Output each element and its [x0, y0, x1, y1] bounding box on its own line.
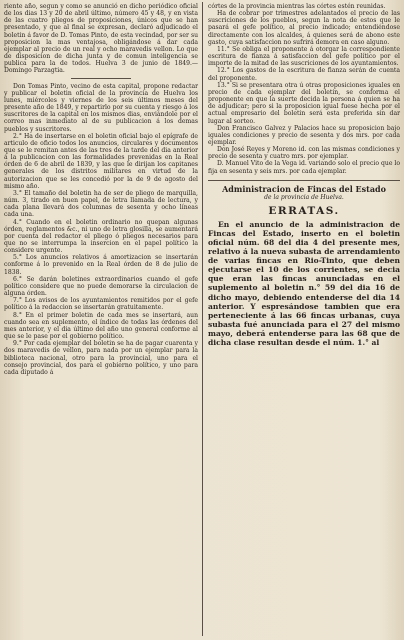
right-column	[208, 3, 400, 347]
right-paragraph-3: 11.° Se obliga el proponente á otorgar la correspondiente escritura de fianza á satisfaccion del gefe político por el importe de la mitad de las suscriciones de los ayuntamientos.	[208, 45, 400, 68]
section-title: Administracion de Fincas del Estado	[222, 183, 386, 194]
divider	[71, 78, 131, 79]
right-paragraph-8: D. Manuel Vito de la Vega id. variando solo el precio que lo fija en sesenta y seis mrs. por cada ejemplar.	[208, 160, 400, 175]
section-divider	[208, 180, 400, 181]
column-rule	[202, 2, 203, 636]
right-paragraph-2: Ha de cobrar por trimestres adelantados el precio de las suscriciones de los pueblos, segun la nota de estos que le pasará el gefe político, al precio indicado; entendiéndose directamente con los alcaldes, á quienes será de abono este gasto, cuya satisfaccion no sufrirá demora en caso alguno.	[208, 10, 400, 46]
left-paragraph-4: 3.° El tamaño del boletin ha de ser de pliego de marquilla, núm. 3, tirado en buen papel, de letra llamada de lectura, y cada plana llevará dos columnas de sesenta y ocho líneas cada una.	[4, 189, 198, 219]
right-paragraph-6: Don Francisco Galvez y Palacios hace su proposicion bajo iguales condiciones y precio de sesenta y dos mrs. por cada ejemplar.	[208, 124, 400, 146]
left-paragraph-8: 7.° Los avisos de los ayuntamientos remitidos por el gefe político á la redaccion se insertarán gratuitamente.	[4, 297, 198, 312]
right-paragraph-4: 12.° Los gastos de la escritura de fianza serán de cuenta del proponente.	[208, 67, 400, 82]
left-paragraph-10: 9.° Por cada ejemplar del boletin se ha de pagar cuarenta y dos maravedis de vellon, para nada por un ejemplar para la biblioteca nacional, otro para la provincial, uno para el consejo provincial, dos para el gobierno político, y uno para cada diputado á	[4, 340, 198, 376]
right-paragraph-5: 13.° Si se presentara otra ú otras proposiciones iguales en precio de cada ejemplar del boletin, se conforma el proponente en que la suerte decida la persona á quien se ha de adjudicar; pero si la proposicion igual fuese hecha por el actual empresario del boletin será esta preferida sin dar lugar al sorteo.	[208, 81, 400, 125]
left-paragraph-2: Don Tomas Pinto, vecino de esta capital, propone redactar y publicar el boletin oficial de la provincia de Huelva los lunes, miércoles y viernes de los seis últimos meses del presente año de 1849, y repartirlo por su cuenta y riesgo á los suscritores de la capital en los mismos dias, enviándole por el correo mas inmediato al de su publicacion á los demas pueblos y suscritores.	[4, 82, 198, 133]
left-paragraph-5: 4.° Cuando en el boletin ordinario no quepan algunas órden, reglamentos &c., ni uno de letra glosilla, se aumentará por cuenta del redactor el pliego ó pliegos necesarios para que no se interrumpa la insercion en el papel político la considere urgente.	[4, 218, 198, 255]
left-paragraph-7: 6.° Se darán boletines extraordinarios cuando el gefe político considere que no puede demorarse la circulacion de alguna órden.	[4, 275, 198, 298]
left-paragraph-9: 8.° En el primer boletin de cada mes se insertará, aun cuando sea en suplemento, el índice de todas las órdenes del mes anterior, y el dia último del año uno general conforme al que se le pase por el gobierno político.	[4, 311, 198, 341]
section-subtitle: de la provincia de Huelva.	[264, 193, 344, 201]
right-paragraph-7: Don José Reyes y Moreno id. con las mismas condiciones y precio de sesenta y cuatro mrs. por ejemplar.	[208, 146, 400, 161]
right-paragraph-1: córtes de la provincia mientras las córtes estén reunidas.	[208, 3, 386, 10]
erratas-title: ERRATAS.	[268, 204, 340, 217]
left-paragraph-1: riente año, segun y como se anunció en dicho periódico oficial de los dias 13 y 20 de abril último, número 45 y 48, y en vista de las cuatro pliegos de proposiciones, únicos que se han presentado, y que al final se expresan, declaró adjudicado el boletin á favor de D. Tomas Pinto, de esta vecindad, por ser su proposicion la mas ventajosa, obligándose á dar cada ejemplar al precio de un real y ocho maravedis vellon. Lo que de disposicion de dicha junta y de comun inteligencia se publica para la de todos. Huelva 3 de junio de 1849.—Domingo Parzagtia.	[4, 3, 198, 75]
left-paragraph-6: 5.° Los anuncios relativos á amortizacion se insertarán conforme á lo prevenido en la Real órden de 8 de julio de 1838.	[4, 254, 198, 276]
left-column	[4, 3, 198, 376]
erratas-text: En el anuncio de la administracion de Fincas del Estado, inserto en el boletin oficial núm. 68 del dia 4 del presente mes, relativo á la nueva subasta de arrendamiento de varias fincas en Rio-Tinto, que deben ejecutarse el 10 de los corrientes, se decia que eran las fincas anunciadas en el suplemento al boletin n.° 59 del dia 16 de dicho mayo, debiendo entenderse del dia 14 anterior. Y espresándose tambien que era perteneciente á las 66 fincas urbanas, cuya subasta fué anunciada para el 27 del mismo mayo, deberá entenderse para las 68 que de dicha clase resultan desde el núm. 1.° al	[208, 219, 400, 347]
left-paragraph-3: 2.° Ha de insertarse en el boletin oficial bajo el epígrafe de articulo de oficio todos los anuncios, circulares y documentos que se le remitan antes de las tres de la tarde del dia anterior á la publicacion con las formalidades prevenidas en la Real órden de 6 de abril de 1839, y las que le dirijan los capitanes generales de los distritos militares en virtud de la autorizacion que se les concedió por la de 9 de agosto del mismo año.	[4, 132, 198, 190]
